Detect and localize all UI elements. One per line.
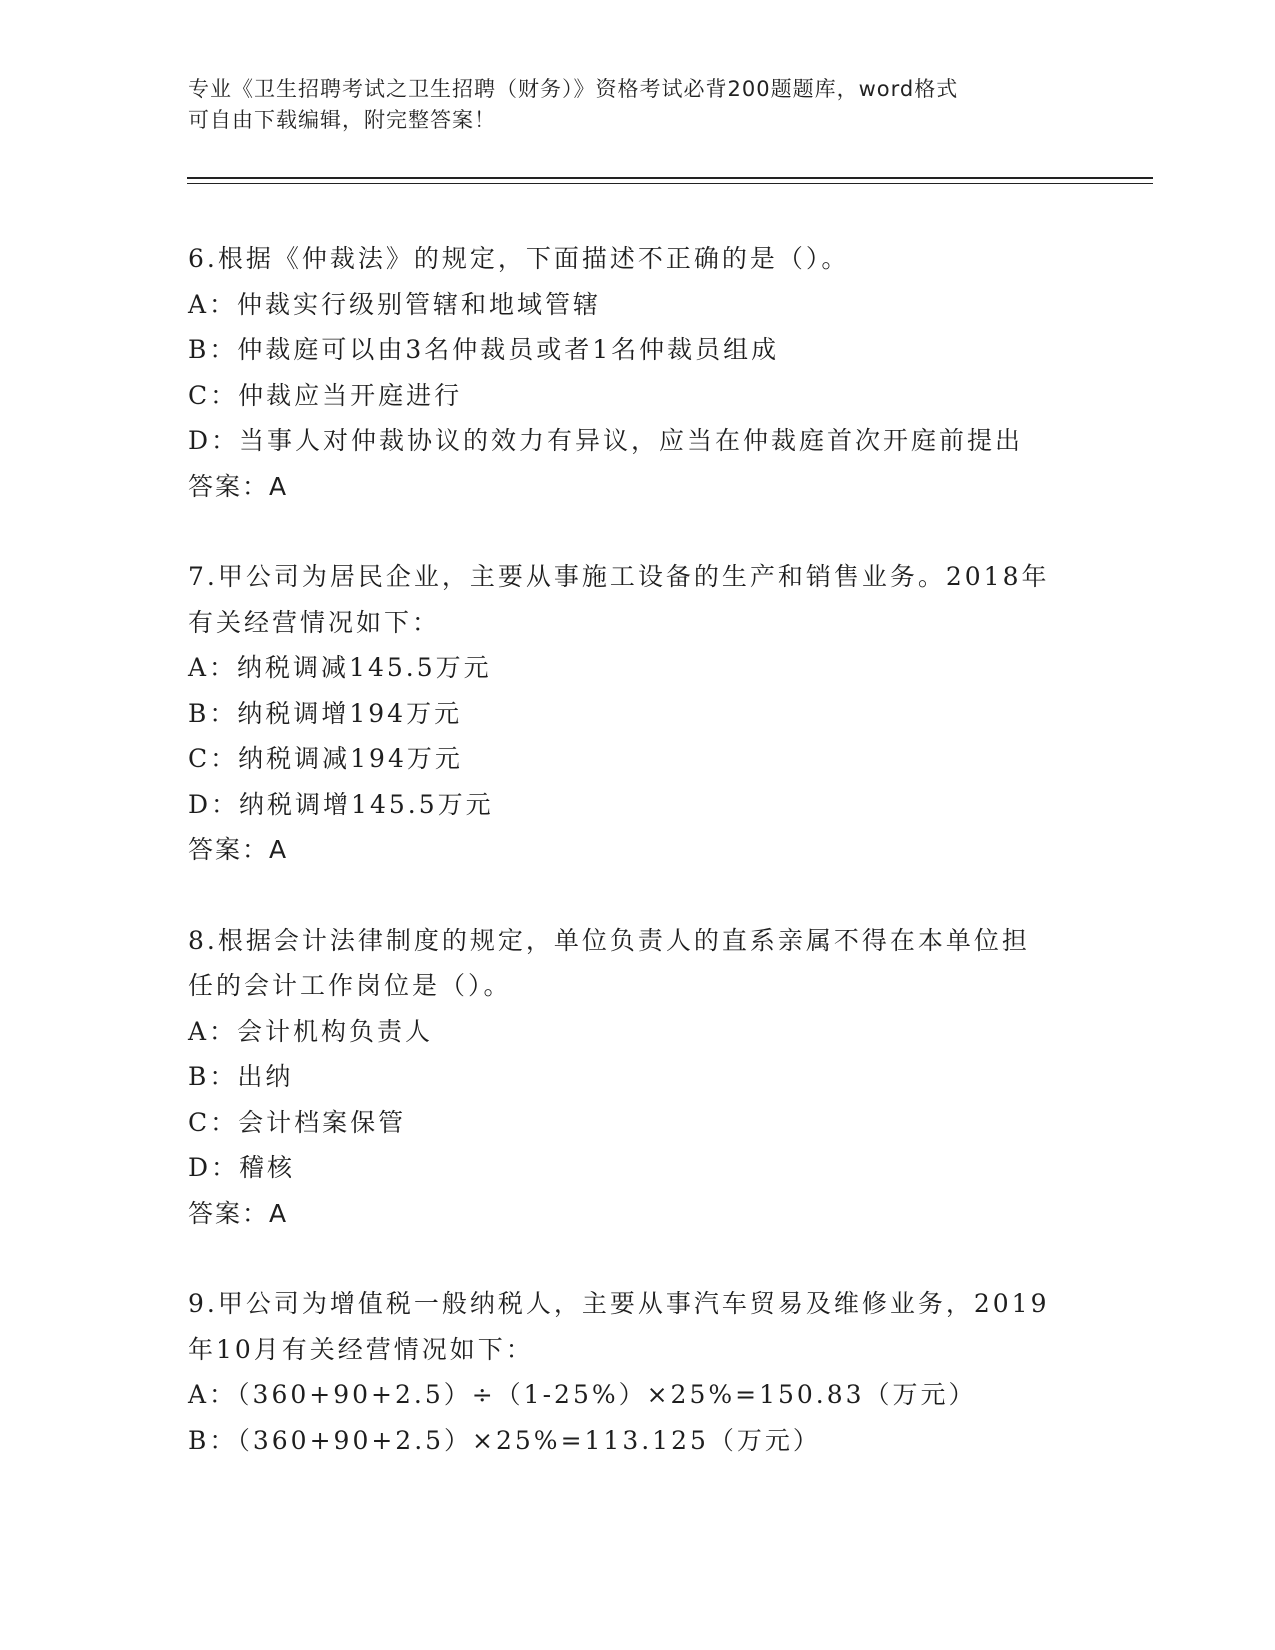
question-stem-cont: 年10月有关经营情况如下： <box>188 1334 534 1364</box>
option-a: A：会计机构负责人 <box>188 1016 434 1046</box>
header-line-2: 可自由下载编辑，附完整答案！ <box>188 108 496 132</box>
question-9 <box>188 1281 1088 1463</box>
answer-line: 答案：A <box>188 471 289 501</box>
option-c: C：纳税调减194万元 <box>188 744 463 773</box>
answer-line: 答案：A <box>188 835 289 864</box>
question-stem: 7.甲公司为居民企业，主要从事施工设备的生产和销售业务。2018年 <box>188 562 1050 591</box>
question-stem: 9.甲公司为增值税一般纳税人，主要从事汽车贸易及维修业务，2019 <box>188 1289 1050 1318</box>
option-b: B：（360+90+2.5）×25%=113.125（万元） <box>188 1425 821 1455</box>
question-7 <box>188 554 1088 873</box>
question-6 <box>188 236 1088 509</box>
header-line-1: 专业《卫生招聘考试之卫生招聘（财务）》资格考试必背200题题库，word格式 <box>188 77 959 101</box>
option-b: B：仲裁庭可以由3名仲裁员或者1名仲裁员组成 <box>188 335 780 364</box>
option-d: D：当事人对仲裁协议的效力有异议，应当在仲裁庭首次开庭前提出 <box>188 426 1024 455</box>
option-c: C：仲裁应当开庭进行 <box>188 380 463 410</box>
option-a: A：仲裁实行级别管辖和地域管辖 <box>188 289 602 319</box>
document-header <box>188 74 1088 136</box>
option-d: D：纳税调增145.5万元 <box>188 789 494 819</box>
question-stem: 6.根据《仲裁法》的规定，下面描述不正确的是（）。 <box>188 244 850 273</box>
question-stem-cont: 任的会计工作岗位是（）。 <box>188 971 512 1000</box>
question-stem-cont: 有关经营情况如下： <box>188 607 441 637</box>
option-c: C：会计档案保管 <box>188 1107 407 1137</box>
option-b: B：纳税调增194万元 <box>188 698 463 728</box>
option-a: A：纳税调减145.5万元 <box>188 653 492 682</box>
question-stem: 8.根据会计法律制度的规定，单位负责人的直系亲属不得在本单位担 <box>188 925 1030 955</box>
option-b: B：出纳 <box>188 1062 294 1091</box>
option-a: A：（360+90+2.5）÷（1-25%）×25%=150.83（万元） <box>188 1380 977 1409</box>
answer-line: 答案：A <box>188 1198 289 1228</box>
option-d: D：稽核 <box>188 1153 296 1182</box>
question-8 <box>188 918 1088 1237</box>
header-divider-thin <box>187 183 1153 184</box>
header-divider-thick <box>187 177 1153 179</box>
question-list <box>188 236 1088 1508</box>
